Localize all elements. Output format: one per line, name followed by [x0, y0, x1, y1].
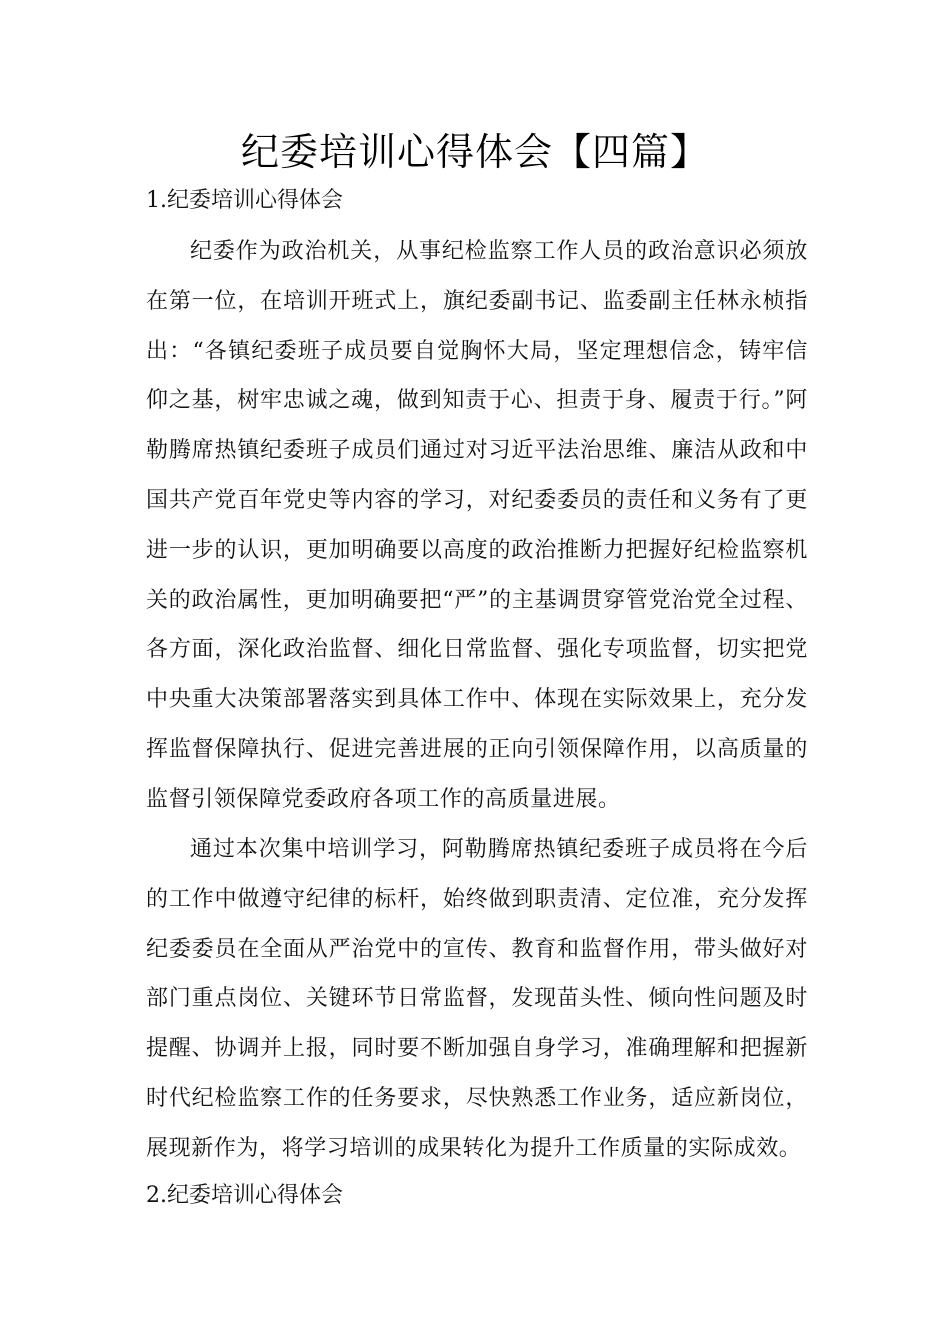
section-1-heading: 1.纪委培训心得体会	[146, 188, 343, 213]
document-title: 纪委培训心得体会【四篇】	[240, 130, 709, 174]
section-1-paragraph-1: 纪委作为政治机关，从事纪检监察工作人员的政治意识必须放在第一位，在培训开班式上，旗纪委副书记、监委副主任林永桢指出：“各镇纪委班子成员要自觉胸怀大局，坚定理想信念，铸牢信仰之基，树牢忠诚之魂，做到知责于心、担责于身、履责于行。”阿勒腾席热镇纪委班子成员们通过对习近平法治思维、廉洁从政和中国共产党百年党史等内容的学习，对纪委委员的责任和义务有了更进一步的认识，更加明确要以高度的政治推断力把握好纪检监察机关的政治属性，更加明确要把“严”的主基调贯穿管党治党全过程、各方面，深化政治监督、细化日常监督、强化专项监督，切实把党中央重大决策部署落实到具体工作中、体现在实际效果上，充分发挥监督保障执行、促进完善进展的正向引领保障作用，以高质量的监督引领保障党委政府各项工作的高质量进展。	[146, 239, 808, 812]
section-1-paragraph-2: 通过本次集中培训学习，阿勒腾席热镇纪委班子成员将在今后的工作中做遵守纪律的标杆，始终做到职责清、定位准，充分发挥纪委委员在全面从严治党中的宣传、教育和监督作用，带头做好对部门重点岗位、关键环节日常监督，发现苗头性、倾向性问题及时提醒、协调并上报，同时要不断加强自身学习，准确理解和把握新时代纪检监察工作的任务要求，尽快熟悉工作业务，适应新岗位，展现新作为，将学习培训的成果转化为提升工作质量的实际成效。	[146, 837, 808, 1161]
section-2-heading: 2.纪委培训心得体会	[146, 1183, 343, 1208]
